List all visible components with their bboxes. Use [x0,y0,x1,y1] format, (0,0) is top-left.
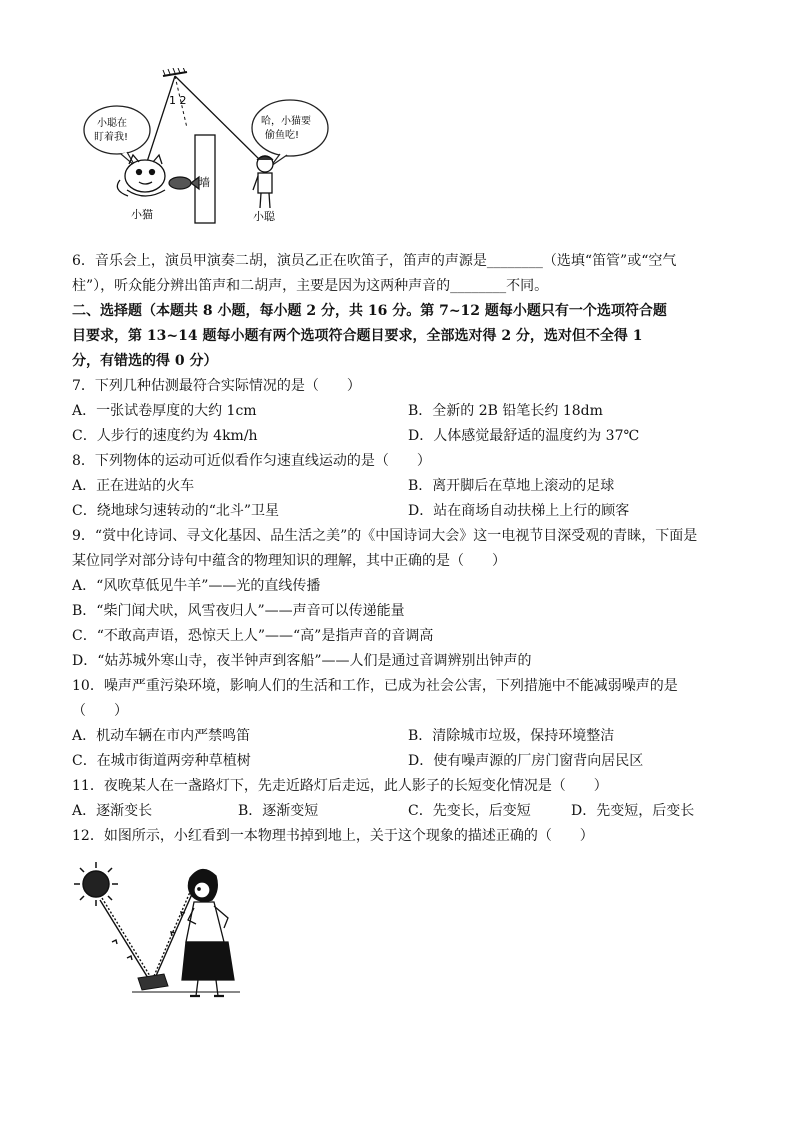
q9-line1: 9．“赏中化诗词、寻文化基因、品生活之美”的《中国诗词大会》这一电视节目深受观的青睐，下面是 [72,528,698,544]
q10-line2: （ ） [72,703,128,719]
cat-bubble-line1: 小聪在 [97,118,127,129]
q8-option-a: A．正在进站的火车 [72,478,195,494]
book-icon [138,974,168,990]
boy-drawing [253,156,273,208]
sun-icon [74,862,118,906]
q10-option-b: B．清除城市垃圾，保持环境整洁 [408,728,615,744]
section2-line3: 分，有错选的得 0 分） [72,353,218,369]
q9-option-d: D．“姑苏城外寒山寺，夜半钟声到客船”——人们是通过音调辨别出钟声的 [72,653,532,669]
q6-line2: 柱”），听众能分辨出笛声和二胡声，主要是因为这两种声音的________不同。 [72,278,549,294]
q7-option-d: D．人体感觉最舒适的温度约为 37℃ [408,428,640,444]
q11-stem: 11．夜晚某人在一盏路灯下，先走近路灯后走远，此人影子的长短变化情况是（ ） [72,778,608,794]
light-ray-to-book [100,898,150,978]
boy-bubble-line1: 哈，小猫要 [261,116,311,127]
cat-label: 小猫 [131,208,153,221]
q7-stem: 7．下列几种估测最符合实际情况的是（ ） [72,378,361,394]
q11-option-c: C．先变长，后变短 [408,803,531,819]
q12-stem: 12．如图所示，小红看到一本物理书掉到地上，关于这个现象的描述正确的（ ） [72,828,594,844]
incident-ray [145,76,175,168]
boy-label: 小聪 [253,210,275,223]
q8-option-c: C．绕地球匀速转动的“北斗”卫星 [72,503,280,519]
q11-option-a: A．逐渐变长 [72,803,153,819]
cat-speech-bubble [84,106,150,154]
q7-option-b: B．全新的 2B 铅笔长约 18dm [408,403,603,419]
girl-drawing [182,869,234,996]
cat-drawing [117,155,165,196]
q9-option-a: A．“风吹草低见牛羊”——光的直线传播 [72,578,321,594]
q8-option-d: D．站在商场自动扶梯上上行的顾客 [408,503,630,519]
reflected-ray [175,76,263,163]
q8-stem: 8．下列物体的运动可近似看作匀速直线运动的是（ ） [72,453,431,469]
boy-speech-bubble [252,100,328,156]
q9-option-c: C．“不敢高声语，恐惊天上人”——“高”是指声音的音调高 [72,628,434,644]
mirror-reflection-figure [75,68,335,228]
angle-label: 1 2 [169,94,187,107]
q9-line2: 某位同学对部分诗句中蕴含的物理知识的理解，其中正确的是（ ） [72,553,506,569]
q10-line1: 10．噪声严重污染环境，影响人们的生活和工作，已成为社会公害，下列措施中不能减弱噪声的是 [72,678,678,694]
q7-option-a: A．一张试卷厚度的大约 1cm [72,403,257,419]
section2-line1: 二、选择题（本题共 8 小题，每小题 2 分，共 16 分。第 7~12 题每小题只有一个选项符合题 [72,303,667,319]
book-on-floor-figure [72,858,252,1003]
q9-option-b: B．“柴门闻犬吠，风雪夜归人”——声音可以传递能量 [72,603,405,619]
wall-label: 墙 [199,176,210,189]
q11-option-b: B．逐渐变短 [238,803,319,819]
boy-bubble-line2: 偷鱼吃! [265,130,300,141]
q8-option-b: B．离开脚后在草地上滚动的足球 [408,478,615,494]
q11-option-d: D．先变短，后变长 [571,803,695,819]
q7-option-c: C．人步行的速度约为 4km/h [72,428,258,444]
q10-option-d: D．使有噪声源的厂房门窗背向居民区 [408,753,644,769]
cat-bubble-line2: 盯着我! [94,132,129,143]
q10-option-c: C．在城市街道两旁种草植树 [72,753,251,769]
q6-line1: 6．音乐会上，演员甲演奏二胡，演员乙正在吹笛子，笛声的声源是________（选填“笛管”或“空气 [72,253,677,269]
q10-option-a: A．机动车辆在市内严禁鸣笛 [72,728,251,744]
section2-line2: 目要求，第 13~14 题每小题有两个选项符合题目要求，全部选对得 2 分，选对但不全得 1 [72,328,643,344]
